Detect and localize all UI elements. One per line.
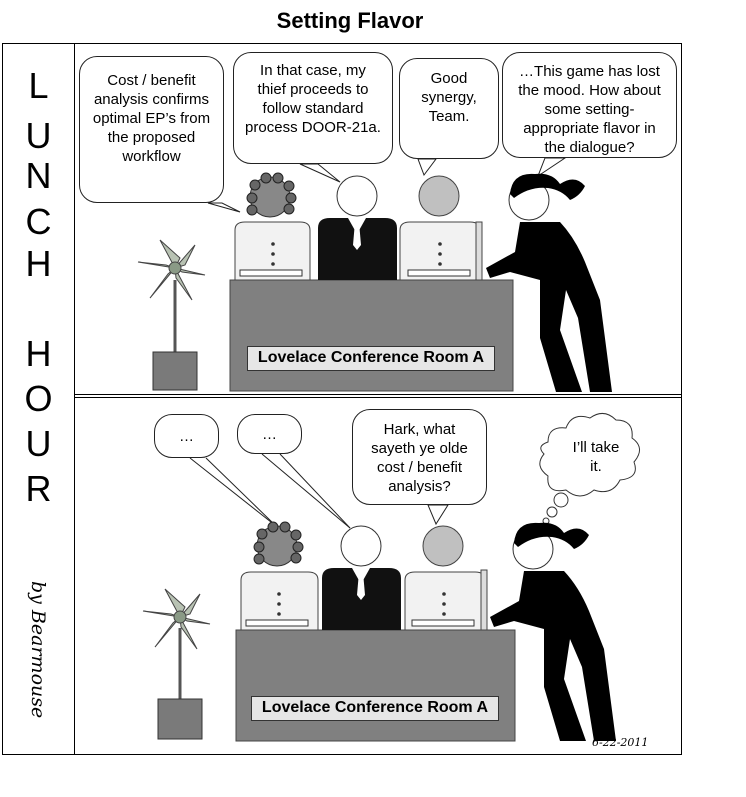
plant <box>143 589 210 739</box>
speech-bubble-suit: In that case, my thief proceeds to follow standard process DOOR-21a. <box>233 52 393 164</box>
title-letter: C <box>25 201 52 242</box>
title-letter: R <box>25 468 52 509</box>
room-sign: Lovelace Conference Room A <box>247 346 495 371</box>
date-stamp: 6-22-2011 <box>592 736 649 749</box>
speech-bubble-curly: Cost / benefit analysis confirms optimal EP’s from the proposed workflow <box>79 56 224 203</box>
comic-title: Setting Flavor <box>276 8 424 33</box>
speech-bubble-gray: Hark, what sayeth ye olde cost / benefit analysis? <box>352 409 487 505</box>
person-curly-hair <box>241 522 318 630</box>
speech-bubble-ellipsis: … <box>154 414 219 458</box>
person-suit <box>322 526 401 630</box>
title-letter: O <box>24 378 53 419</box>
title-letter: U <box>25 115 52 156</box>
byline: by Bearmouse <box>27 581 49 719</box>
thought-text: I’ll take it. <box>572 439 620 475</box>
title-letter: H <box>25 243 52 284</box>
title-letter: L <box>28 65 49 106</box>
speech-bubble-gray: Good synergy, Team. <box>399 58 499 159</box>
speech-bubble-gm: …This game has lost the mood. How about some setting-appropriate flavor in the dialogue? <box>502 52 677 158</box>
room-sign: Lovelace Conference Room A <box>251 696 499 721</box>
title-letter: N <box>25 155 52 196</box>
title-letter: H <box>25 333 52 374</box>
title-letter: U <box>25 423 52 464</box>
speech-bubble-ellipsis: … <box>237 414 302 454</box>
person-gray-head <box>405 526 485 630</box>
conference-table <box>236 630 515 741</box>
